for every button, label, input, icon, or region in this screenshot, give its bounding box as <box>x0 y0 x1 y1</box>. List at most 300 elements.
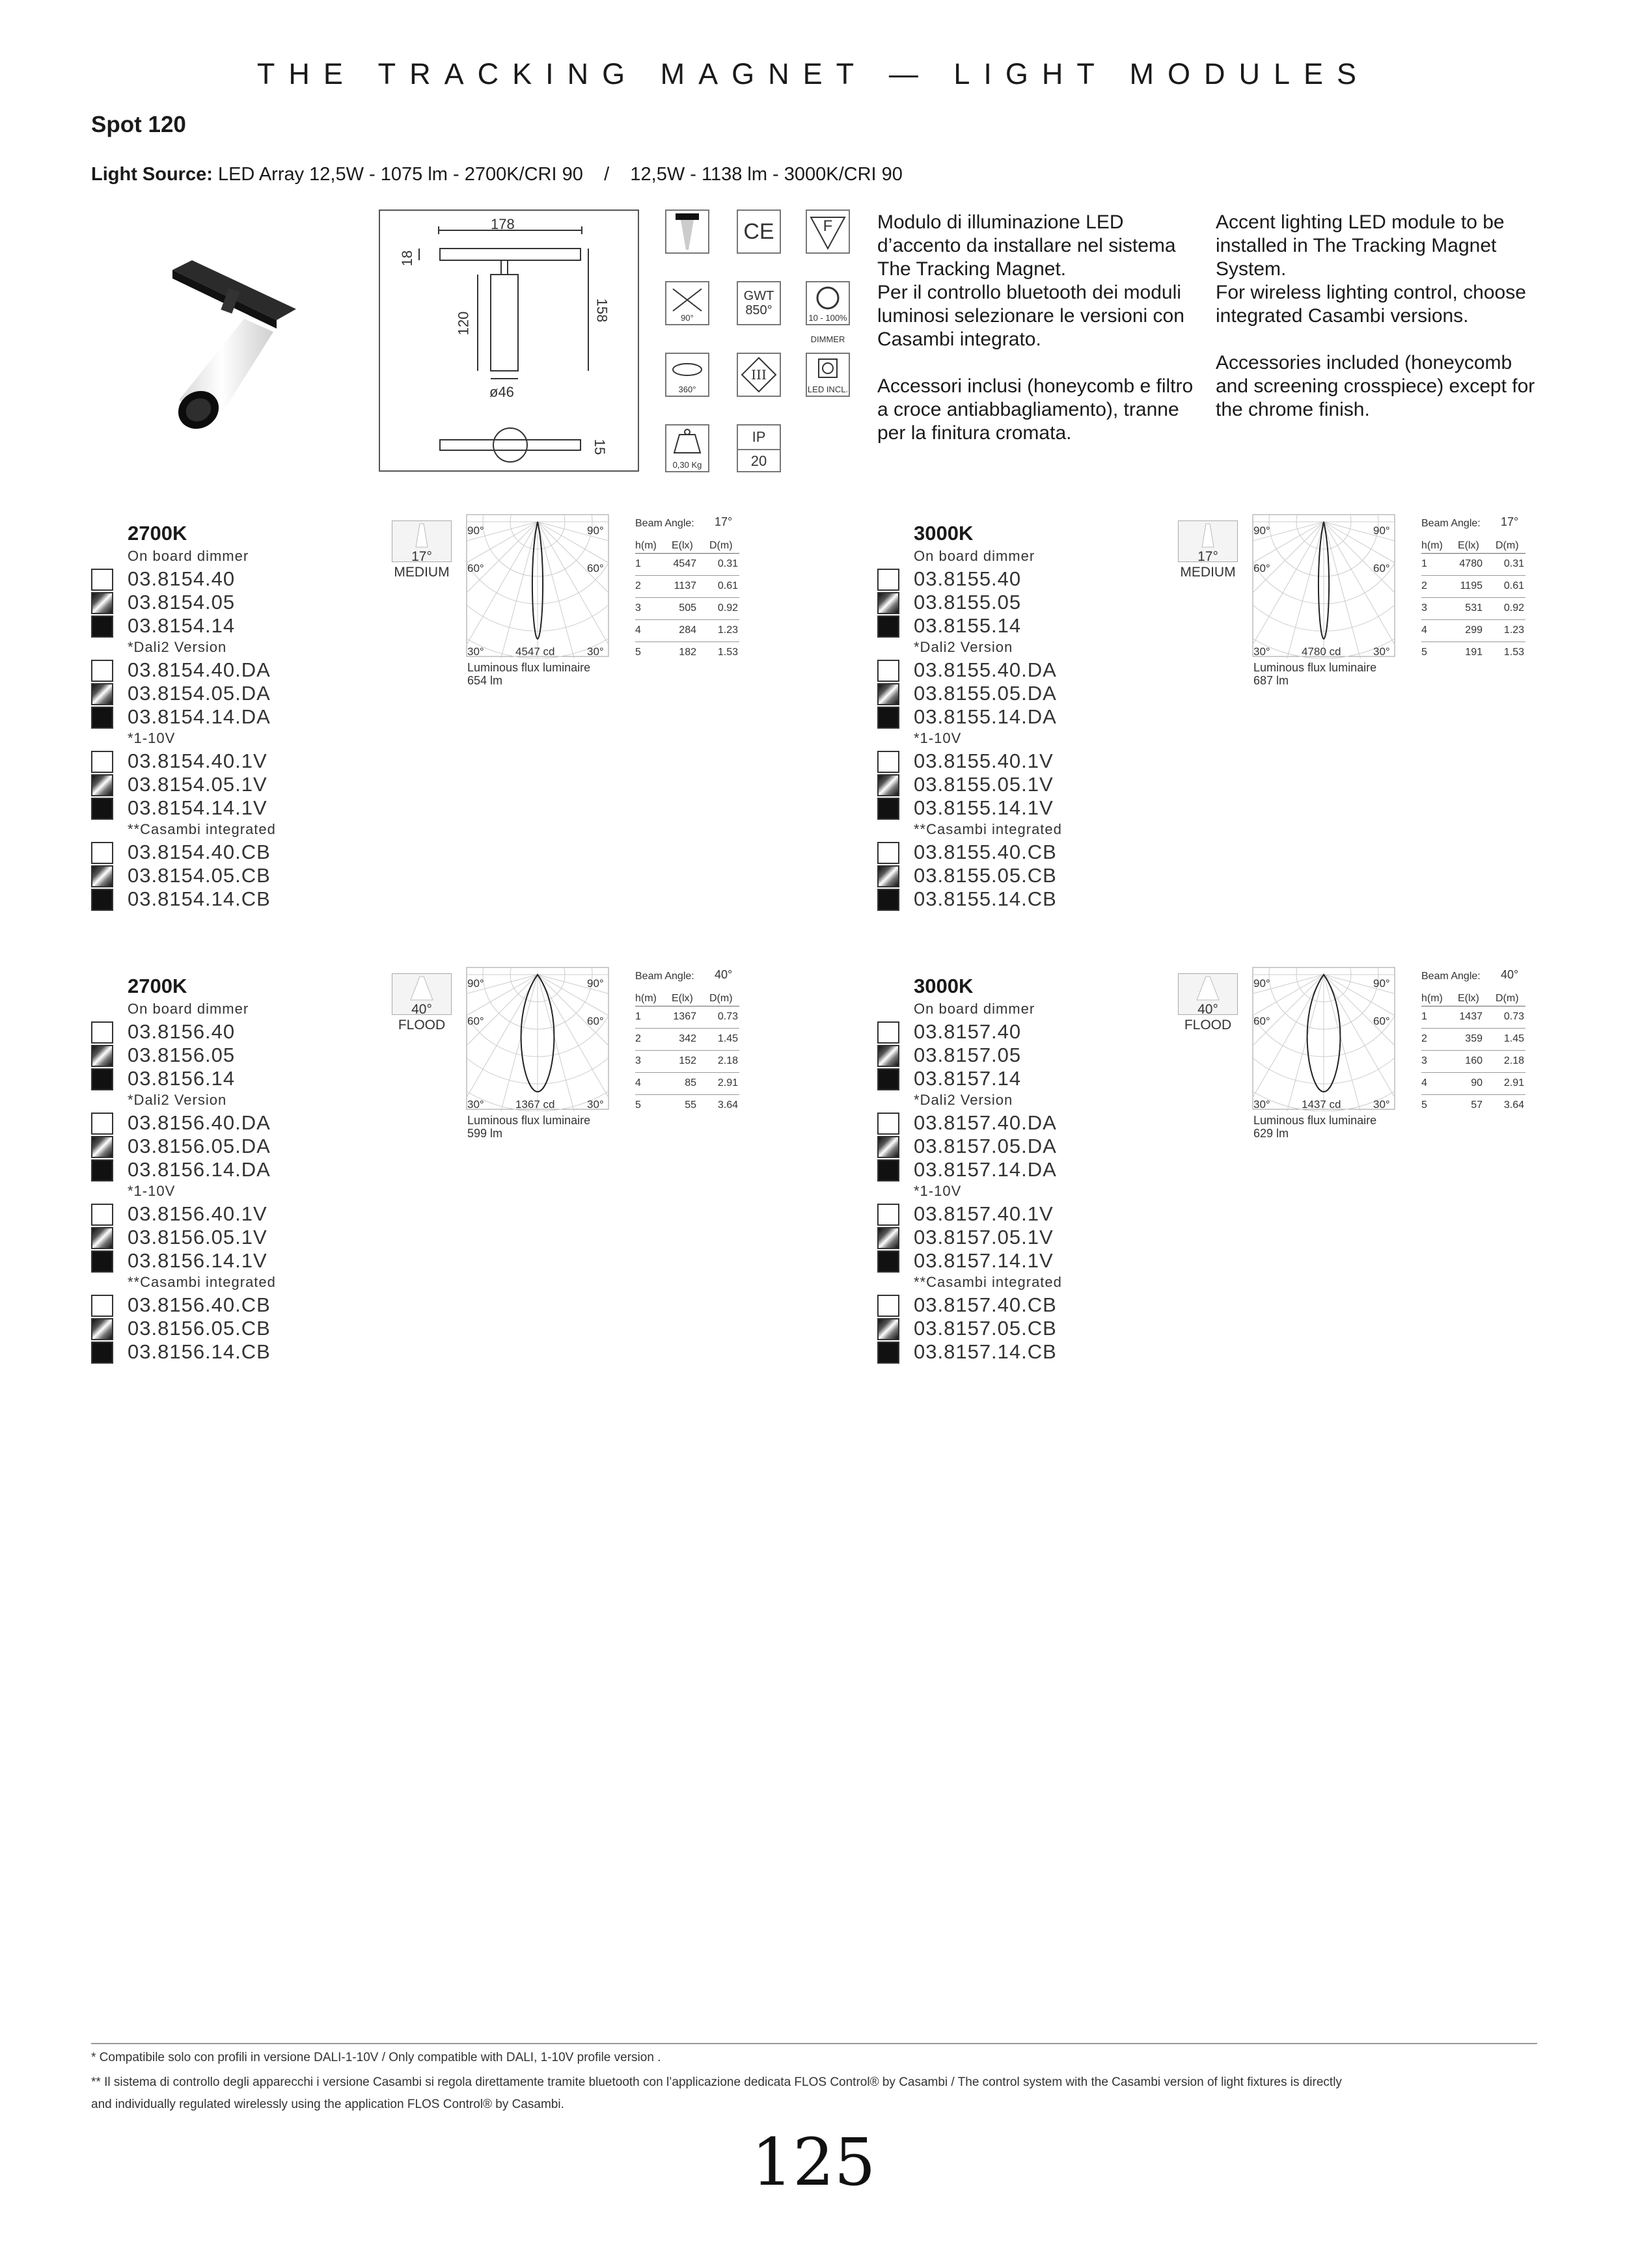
row-illuminance: 90 <box>1471 1077 1483 1088</box>
row-illuminance: 4780 <box>1459 558 1483 569</box>
row-height: 1 <box>1421 1011 1427 1022</box>
column-e: E(lx) <box>1458 993 1479 1004</box>
dim-total: 158 <box>594 298 610 323</box>
version-label: *Dali2 Version <box>914 639 1013 655</box>
row-illuminance: 1367 <box>673 1011 696 1022</box>
spot-light-icon <box>665 209 709 254</box>
article-code: 03.8155.40.1V <box>914 749 1054 772</box>
luminous-flux-value: 687 lm <box>1253 674 1289 687</box>
article-code: 03.8154.14 <box>128 614 236 637</box>
description-italian <box>877 211 1203 445</box>
row-diameter: 3.64 <box>717 1100 738 1111</box>
polar-label-30-left: 30° <box>467 1098 484 1111</box>
luminous-flux-value: 629 lm <box>1253 1127 1289 1140</box>
table-rule <box>1421 1094 1525 1095</box>
finish-swatch <box>877 569 899 591</box>
beam-angle-value: 40° <box>715 968 733 981</box>
light-source-label: Light Source: <box>91 164 213 185</box>
luminous-flux-value: 654 lm <box>467 674 503 687</box>
polar-label-90-right: 90° <box>587 977 604 990</box>
row-diameter: 1.45 <box>1503 1033 1524 1044</box>
table-rule <box>635 1028 739 1029</box>
finish-swatch <box>91 615 113 638</box>
polar-label-30-right: 30° <box>587 645 604 658</box>
row-height: 1 <box>635 558 641 569</box>
row-diameter: 2.91 <box>1503 1077 1524 1088</box>
polar-label-90-right: 90° <box>1373 977 1390 990</box>
finish-swatch <box>877 615 899 638</box>
beam-angle-value: 17° <box>1501 515 1519 528</box>
ip-icon <box>737 424 781 472</box>
weight-caption: 0,30 Kg <box>672 460 702 470</box>
version-label: *1-10V <box>914 730 962 746</box>
beam-angle-label: 40° <box>1197 1002 1218 1017</box>
polar-label-30-right: 30° <box>587 1098 604 1111</box>
luminous-flux-label: Luminous flux luminaire <box>467 1114 591 1127</box>
row-height: 5 <box>635 647 641 658</box>
finish-swatch <box>877 889 899 911</box>
row-height: 1 <box>1421 558 1427 569</box>
beam-angle-title: Beam Angle: <box>1421 518 1481 529</box>
row-illuminance: 531 <box>1465 602 1483 614</box>
row-height: 1 <box>635 1011 641 1022</box>
led-included-caption: LED INCL. <box>807 385 849 394</box>
row-illuminance: 182 <box>679 647 696 658</box>
beam-cone-shape <box>411 977 433 1000</box>
row-diameter: 1.23 <box>1503 625 1524 636</box>
version-label: On board dimmer <box>914 1001 1035 1017</box>
table-rule <box>1421 1028 1525 1029</box>
row-illuminance: 4547 <box>673 558 696 569</box>
beam-angle-title: Beam Angle: <box>1421 971 1481 982</box>
article-code: 03.8155.14 <box>914 614 1022 637</box>
version-label: *1-10V <box>128 730 176 746</box>
beam-type-label: MEDIUM <box>1180 565 1236 580</box>
row-diameter: 1.23 <box>717 625 738 636</box>
row-diameter: 0.92 <box>717 602 738 614</box>
technical-drawing <box>379 209 639 472</box>
article-code: 03.8154.40.CB <box>128 841 271 863</box>
finish-swatch <box>91 1113 113 1135</box>
column-h: h(m) <box>635 993 657 1004</box>
ip-value: 20 <box>750 453 767 469</box>
finish-swatch <box>877 660 899 682</box>
table-rule <box>635 575 739 576</box>
polar-peak-intensity: 4780 cd <box>1302 645 1341 658</box>
column-e: E(lx) <box>1458 540 1479 551</box>
polar-label-30-right: 30° <box>1373 1098 1390 1111</box>
polar-label-30-left: 30° <box>467 645 484 658</box>
row-height: 5 <box>635 1100 641 1111</box>
color-temperature: 2700K <box>128 522 187 545</box>
row-diameter: 0.73 <box>717 1011 738 1022</box>
footer-divider <box>91 2043 1537 2044</box>
dim-side: 15 <box>592 439 608 455</box>
row-height: 3 <box>1421 1055 1427 1066</box>
article-code: 03.8157.05 <box>914 1044 1022 1066</box>
class-iii-icon <box>737 353 781 397</box>
color-temperature: 3000K <box>914 522 974 545</box>
color-temperature: 2700K <box>128 975 187 997</box>
row-height: 5 <box>1421 1100 1427 1111</box>
polar-peak-intensity: 4547 cd <box>515 645 555 658</box>
finish-swatch <box>91 1295 113 1317</box>
luminous-flux-value: 599 lm <box>467 1127 503 1140</box>
beam-type-label: FLOOD <box>1184 1018 1232 1033</box>
dimension-drawing <box>380 211 638 470</box>
article-code: 03.8156.14.DA <box>128 1158 271 1181</box>
polar-label-60-right: 60° <box>1373 562 1390 574</box>
beam-angle-title: Beam Angle: <box>635 518 694 529</box>
article-code: 03.8154.05 <box>128 591 236 614</box>
page-title: THE TRACKING MAGNET — LIGHT MODULES <box>256 57 1371 90</box>
gwt-icon <box>737 281 781 325</box>
finish-swatch <box>91 751 113 773</box>
table-rule <box>635 1094 739 1095</box>
polar-peak-intensity: 1367 cd <box>515 1098 555 1111</box>
article-code: 03.8157.14.1V <box>914 1249 1054 1272</box>
polar-label-60-left: 60° <box>1253 1015 1270 1027</box>
polar-label-90-right: 90° <box>1373 524 1390 537</box>
polar-label-90-left: 90° <box>1253 977 1270 990</box>
row-diameter: 1.45 <box>717 1033 738 1044</box>
row-illuminance: 359 <box>1465 1033 1483 1044</box>
luminous-flux-label: Luminous flux luminaire <box>1253 661 1377 674</box>
gwt-value: 850° <box>745 303 772 317</box>
polar-peak-intensity: 1437 cd <box>1302 1098 1341 1111</box>
row-illuminance: 152 <box>679 1055 696 1066</box>
beam-angle-title: Beam Angle: <box>635 971 694 982</box>
f-mark-icon <box>806 209 850 254</box>
article-code: 03.8157.05.CB <box>914 1317 1057 1340</box>
finish-swatch <box>877 683 899 705</box>
version-label: *Dali2 Version <box>128 639 227 655</box>
finish-swatch <box>877 1342 899 1364</box>
article-code: 03.8156.05.CB <box>128 1317 271 1340</box>
product-name: Spot 120 <box>91 112 186 137</box>
row-height: 3 <box>635 1055 641 1066</box>
dim-body: 120 <box>455 311 472 336</box>
footnote-1: * Compatibile solo con profili in versione DALI-1-10V / Only compatible with DALI, 1-10V profile version . <box>91 2051 661 2064</box>
row-height: 4 <box>635 625 641 636</box>
finish-swatch <box>91 774 113 796</box>
weight-icon <box>665 424 709 472</box>
table-rule <box>1421 619 1525 620</box>
table-rule <box>1421 1050 1525 1051</box>
finish-swatch <box>877 707 899 729</box>
luminous-flux-label: Luminous flux luminaire <box>467 661 591 674</box>
column-h: h(m) <box>1421 540 1443 551</box>
row-diameter: 1.53 <box>1503 647 1524 658</box>
beam-angle-value: 40° <box>1501 968 1519 981</box>
row-illuminance: 1137 <box>674 580 696 591</box>
article-code: 03.8157.40.1V <box>914 1202 1054 1225</box>
finish-swatch <box>91 660 113 682</box>
row-illuminance: 1437 <box>1459 1011 1483 1022</box>
article-code: 03.8156.40.CB <box>128 1293 271 1316</box>
table-rule <box>635 1050 739 1051</box>
description-en-3: Accessories included (honeycomb and screening crosspiece) except for the chrome finish. <box>1216 352 1535 420</box>
row-illuminance: 55 <box>685 1100 696 1111</box>
dim-width: 178 <box>491 216 515 232</box>
article-code: 03.8154.14.DA <box>128 705 271 728</box>
finish-swatch <box>877 751 899 773</box>
row-illuminance: 505 <box>679 602 696 614</box>
finish-swatch <box>877 1159 899 1181</box>
row-diameter: 0.31 <box>717 558 738 569</box>
table-rule <box>635 641 739 642</box>
row-illuminance: 160 <box>1465 1055 1483 1066</box>
version-label: *Dali2 Version <box>914 1092 1013 1108</box>
finish-swatch <box>91 1250 113 1273</box>
article-code: 03.8155.40.CB <box>914 841 1057 863</box>
article-code: 03.8156.14.CB <box>128 1340 271 1363</box>
finish-swatch <box>91 842 113 864</box>
row-diameter: 2.18 <box>717 1055 738 1066</box>
row-diameter: 0.31 <box>1503 558 1524 569</box>
version-label: *1-10V <box>128 1183 176 1199</box>
row-height: 4 <box>635 1077 641 1088</box>
article-code: 03.8154.40.1V <box>128 749 267 772</box>
led-included-icon <box>806 353 850 397</box>
article-code: 03.8157.14.CB <box>914 1340 1057 1363</box>
dim-diameter: ø46 <box>489 384 514 400</box>
article-code: 03.8155.40 <box>914 567 1022 590</box>
finish-swatch <box>877 1021 899 1044</box>
finish-swatch <box>877 1295 899 1317</box>
beam-type-label: FLOOD <box>398 1018 446 1033</box>
row-illuminance: 299 <box>1465 625 1483 636</box>
footnote-2a: ** Il sistema di controllo degli apparecchi i versione Casambi si regola direttamente tramite bluetooth con l’applicazione dedicata FLOS Control® by Casambi / The control system with the Casambi version of light fixtures is directly <box>91 2075 1342 2089</box>
finish-swatch <box>877 1045 899 1067</box>
row-height: 4 <box>1421 1077 1427 1088</box>
row-height: 2 <box>1421 580 1427 591</box>
product-photo <box>146 247 309 436</box>
finish-swatch <box>877 1250 899 1273</box>
beam-cone-shape <box>1202 524 1214 547</box>
table-rule <box>1421 553 1525 554</box>
column-e: E(lx) <box>672 993 693 1004</box>
polar-label-60-right: 60° <box>587 562 604 574</box>
table-rule <box>1421 1072 1525 1073</box>
row-illuminance: 284 <box>679 625 696 636</box>
ip-label: IP <box>738 425 780 450</box>
polar-label-60-left: 60° <box>467 1015 484 1027</box>
description-it-3: Accessori inclusi (honeycomb e filtro a croce antiabbagliamento), tranne per la finitura cromata. <box>877 375 1194 444</box>
article-code: 03.8155.14.1V <box>914 796 1054 819</box>
article-code: 03.8155.05.1V <box>914 773 1054 796</box>
article-code: 03.8156.05 <box>128 1044 236 1066</box>
description-en-2: For wireless lighting control, choose integrated Casambi versions. <box>1216 282 1526 327</box>
article-code: 03.8154.05.DA <box>128 682 271 705</box>
polar-label-60-left: 60° <box>1253 562 1270 574</box>
row-diameter: 2.91 <box>717 1077 738 1088</box>
footnotes <box>91 2047 1549 2116</box>
light-source <box>91 164 903 185</box>
article-code: 03.8155.05.CB <box>914 864 1057 887</box>
article-code: 03.8154.05.CB <box>128 864 271 887</box>
article-code: 03.8157.14.DA <box>914 1158 1057 1181</box>
rotation-icon <box>665 353 709 397</box>
polar-label-90-left: 90° <box>1253 524 1270 537</box>
description-it-1: Modulo di illuminazione LED d’accento da installare nel sistema The Tracking Magnet. <box>877 211 1176 280</box>
table-rule <box>635 619 739 620</box>
row-illuminance: 191 <box>1465 647 1483 658</box>
rotation-caption: 360° <box>678 385 696 394</box>
version-label: **Casambi integrated <box>914 821 1062 837</box>
beam-angle-label: 17° <box>1197 549 1218 564</box>
polar-label-90-left: 90° <box>467 977 484 990</box>
article-code: 03.8156.40.1V <box>128 1202 267 1225</box>
angle-caption: 90° <box>681 313 694 323</box>
class-iii-label: III <box>751 367 767 383</box>
row-height: 4 <box>1421 625 1427 636</box>
finish-swatch <box>91 1068 113 1090</box>
column-e: E(lx) <box>672 540 693 551</box>
version-label: **Casambi integrated <box>914 1274 1062 1290</box>
column-h: h(m) <box>635 540 657 551</box>
f-mark-label: F <box>823 217 833 235</box>
article-code: 03.8154.40.DA <box>128 658 271 681</box>
article-code: 03.8157.40 <box>914 1020 1022 1043</box>
finish-swatch <box>877 1227 899 1249</box>
article-code: 03.8155.14.DA <box>914 705 1057 728</box>
finish-swatch <box>91 1318 113 1340</box>
version-label: On board dimmer <box>128 1001 249 1017</box>
article-code: 03.8155.05.DA <box>914 682 1057 705</box>
finish-swatch <box>877 865 899 887</box>
beam-cone-shape <box>416 524 428 547</box>
finish-swatch <box>91 592 113 614</box>
article-code: 03.8155.14.CB <box>914 887 1057 910</box>
article-code: 03.8154.05.1V <box>128 773 267 796</box>
finish-swatch <box>91 569 113 591</box>
version-label: **Casambi integrated <box>128 821 276 837</box>
beam-angle-label: 17° <box>411 549 432 564</box>
row-diameter: 1.53 <box>717 647 738 658</box>
dimmer-icon <box>806 281 850 325</box>
table-rule <box>635 553 739 554</box>
column-h: h(m) <box>1421 993 1443 1004</box>
table-rule <box>635 1072 739 1073</box>
table-rule <box>1421 575 1525 576</box>
beam-angle-label: 40° <box>411 1002 432 1017</box>
polar-label-30-right: 30° <box>1373 645 1390 658</box>
row-diameter: 0.73 <box>1503 1011 1524 1022</box>
article-code: 03.8156.14.1V <box>128 1249 267 1272</box>
table-rule <box>635 597 739 598</box>
description-english <box>1216 211 1541 422</box>
dimmer-range: 10 - 100% <box>808 313 847 323</box>
row-height: 3 <box>635 602 641 614</box>
article-code: 03.8154.14.1V <box>128 796 267 819</box>
description-it-2: Per il controllo bluetooth dei moduli luminosi selezionare le versioni con Casambi integrato. <box>877 282 1184 350</box>
polar-label-60-right: 60° <box>1373 1015 1390 1027</box>
row-height: 2 <box>635 580 641 591</box>
row-illuminance: 1195 <box>1460 580 1483 591</box>
article-code: 03.8155.05 <box>914 591 1022 614</box>
article-code: 03.8157.40.CB <box>914 1293 1057 1316</box>
row-illuminance: 57 <box>1471 1100 1483 1111</box>
finish-swatch <box>877 1318 899 1340</box>
row-diameter: 0.61 <box>717 580 738 591</box>
angle-icon <box>665 281 709 325</box>
finish-swatch <box>877 842 899 864</box>
row-height: 2 <box>1421 1033 1427 1044</box>
row-illuminance: 342 <box>679 1033 696 1044</box>
finish-swatch <box>91 1021 113 1044</box>
polar-label-90-left: 90° <box>467 524 484 537</box>
finish-swatch <box>877 798 899 820</box>
finish-swatch <box>91 889 113 911</box>
article-code: 03.8156.40.DA <box>128 1111 271 1134</box>
polar-label-30-left: 30° <box>1253 645 1270 658</box>
finish-swatch <box>877 592 899 614</box>
row-diameter: 2.18 <box>1503 1055 1524 1066</box>
finish-swatch <box>877 774 899 796</box>
finish-swatch <box>91 1204 113 1226</box>
dimmer-caption: DIMMER <box>810 334 845 344</box>
row-diameter: 3.64 <box>1503 1100 1524 1111</box>
row-height: 5 <box>1421 647 1427 658</box>
article-code: 03.8156.05.DA <box>128 1135 271 1157</box>
gwt-label: GWT <box>743 289 774 303</box>
dim-top: 18 <box>399 250 416 267</box>
finish-swatch <box>91 1136 113 1158</box>
row-height: 2 <box>635 1033 641 1044</box>
article-code: 03.8155.40.DA <box>914 658 1057 681</box>
article-code: 03.8154.40 <box>128 567 236 590</box>
description-en-1: Accent lighting LED module to be installed in The Tracking Magnet System. <box>1216 211 1505 280</box>
article-code: 03.8156.05.1V <box>128 1226 267 1249</box>
finish-swatch <box>877 1204 899 1226</box>
polar-label-60-right: 60° <box>587 1015 604 1027</box>
row-diameter: 0.92 <box>1503 602 1524 614</box>
article-code: 03.8157.14 <box>914 1067 1022 1090</box>
finish-swatch <box>877 1068 899 1090</box>
column-d: D(m) <box>709 540 733 551</box>
page-number: 125 <box>751 2124 876 2200</box>
article-code: 03.8157.05.1V <box>914 1226 1054 1249</box>
version-label: *Dali2 Version <box>128 1092 227 1108</box>
beam-type-label: MEDIUM <box>394 565 450 580</box>
row-height: 3 <box>1421 602 1427 614</box>
finish-swatch <box>91 1045 113 1067</box>
finish-swatch <box>877 1136 899 1158</box>
version-label: *1-10V <box>914 1183 962 1199</box>
article-code: 03.8156.14 <box>128 1067 236 1090</box>
finish-swatch <box>91 1342 113 1364</box>
article-code: 03.8157.40.DA <box>914 1111 1057 1134</box>
row-diameter: 0.61 <box>1503 580 1524 591</box>
ce-icon: CE <box>737 209 781 254</box>
article-code: 03.8154.14.CB <box>128 887 271 910</box>
version-label: On board dimmer <box>914 548 1035 564</box>
finish-swatch <box>91 865 113 887</box>
beam-angle-value: 17° <box>715 515 733 528</box>
light-source-value: LED Array 12,5W - 1075 lm - 2700K/CRI 90 / 12,5W - 1138 lm - 3000K/CRI 90 <box>217 164 903 185</box>
column-d: D(m) <box>709 993 733 1004</box>
row-illuminance: 85 <box>685 1077 696 1088</box>
polar-label-30-left: 30° <box>1253 1098 1270 1111</box>
column-d: D(m) <box>1496 540 1519 551</box>
footnote-2b: and individually regulated wirelessly using the application FLOS Control® by Casambi. <box>91 2098 564 2111</box>
finish-swatch <box>91 707 113 729</box>
finish-swatch <box>877 1113 899 1135</box>
polar-label-60-left: 60° <box>467 562 484 574</box>
beam-cone-shape <box>1197 977 1219 1000</box>
finish-swatch <box>91 1227 113 1249</box>
